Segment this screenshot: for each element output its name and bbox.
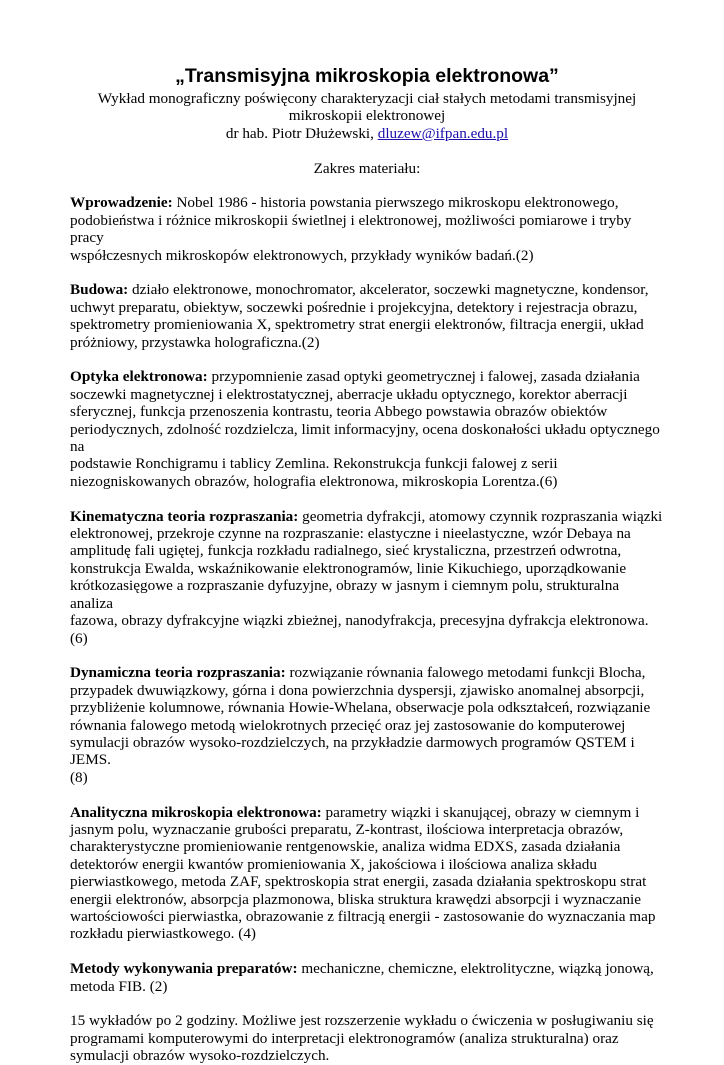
section-paragraph [70, 281, 664, 351]
section-line: podstawie Ronchigramu i tablicy Zemlina. Rekonstrukcja funkcji falowej z serii [70, 455, 558, 473]
section-line: spektrometry promieniowania X, spektrometry strat energii elektronów, filtracja energii, układ [70, 316, 644, 334]
section-line [70, 508, 664, 525]
section-line: sferycznej, funkcja przenoszenia kontrastu, teoria Abbego powstawia obrazów obiektów [70, 403, 608, 421]
section-line: charakterystyczne promieniowanie rentgenowskie, analiza widma EDXS, zasada działania [70, 838, 621, 856]
section-line: amplitudę fali ugiętej, funkcja rozkładu radialnego, sieć krystaliczna, przestrzeń odwrotna, [70, 542, 622, 560]
author-line [70, 125, 664, 142]
section-text: przypomnienie zasad optyki geometrycznej i falowej, zasada działania [207, 368, 640, 386]
section-heading: Budowa: [70, 281, 129, 299]
section-heading: Wprowadzenie: [70, 194, 173, 212]
closing-line: 15 wykładów po 2 godziny. Możliwe jest rozszerzenie wykładu o ćwiczenia w posługiwaniu się [70, 1012, 654, 1030]
section-line [70, 804, 664, 821]
section-line: elektronowej, przekroje czynne na rozpraszanie: elastyczne i nieelastyczne, wzór Debaya na [70, 525, 631, 543]
section-line: wartościowości pierwiastka, obrazowanie z filtracją energii - zastosowanie do wyznaczania map [70, 907, 656, 925]
section-text: rozwiązanie równania falowego metodami funkcji Blocha, [285, 664, 646, 682]
section-line [70, 194, 664, 211]
section-line: równania falowego metodą wielokrotnych przecięć oraz jej zastosowanie do komputerowej [70, 716, 626, 734]
section-line: przypadek dwuwiązkowy, górna i dona powierzchnia dyspersji, zjawisko anomalnej absorpcji, [70, 681, 645, 699]
scope-heading: Zakres materiału: [313, 159, 421, 177]
section-heading: Optyka elektronowa: [70, 368, 208, 386]
section-line: konstrukcja Ewalda, wskaźnikowanie elektronogramów, linie Kikuchiego, uporządkowanie [70, 559, 627, 577]
section-line [70, 960, 664, 977]
subtitle-line-1: Wykład monograficzny poświęcony charakteryzacji ciał stałych metodami transmisyjnej [97, 90, 637, 107]
section-line: periodycznych, zdolność rozdzielcza, limit informacyjny, ocena doskonałości układu optycznego na [70, 420, 660, 456]
section-line: soczewki magnetycznej i elektrostatycznej, aberracje układu optycznego, korektor aberracji [70, 385, 628, 403]
section-paragraph [70, 508, 664, 647]
section-line: symulacji obrazów wysoko-rozdzielczych, na przykładzie darmowych programów QSTEM i JEMS. [70, 733, 635, 769]
section-line: próżniowy, przystawka holograficzna.(2) [70, 333, 320, 351]
section-heading: Analityczna mikroskopia elektronowa: [70, 803, 322, 821]
section-line: przybliżenie kolumnowe, równania Howie-Whelana, obserwacje pola odkształceń, rozwiązanie [70, 699, 651, 717]
section-paragraph [70, 368, 664, 490]
section-text: działo elektronowe, monochromator, akcelerator, soczewki magnetyczne, kondensor, [128, 281, 649, 299]
sections-list [70, 194, 664, 995]
section-line: energii elektronów, absorpcja plazmonowa, bliska struktura krawędzi absorpcji i wyznaczanie [70, 890, 642, 908]
section-heading: Metody wykonywania preparatów: [70, 960, 298, 978]
author-name: dr hab. Piotr Dłużewski, [225, 124, 378, 142]
section-line: metoda FIB. (2) [70, 977, 168, 995]
section-line: fazowa, obrazy dyfrakcyjne wiązki zbieżnej, nanodyfrakcja, precesyjna dyfrakcja elektronowa.(6) [70, 612, 649, 647]
section-line: niezogniskowanych obrazów, holografia elektronowa, mikroskopia Lorentza.(6) [70, 472, 558, 490]
subtitle-line-2: mikroskopii elektronowej [288, 107, 446, 125]
section-paragraph [70, 194, 664, 264]
section-line: współczesnych mikroskopów elektronowych, przykłady wyników badań.(2) [70, 246, 534, 264]
section-line: krótkozasięgowe a rozpraszanie dyfuzyjne, obrazy w jasnym i ciemnym polu, strukturalna analiza [70, 577, 620, 612]
section-heading: Kinematyczna teoria rozpraszania: [70, 507, 299, 525]
closing-paragraph [70, 1012, 664, 1064]
document-title: „Transmisyjna mikroskopia elektronowa” [175, 65, 559, 87]
section-line: pierwiastkowego, metoda ZAF, spektroskopia strat energii, zasada działania spektroskopu strat [70, 873, 647, 891]
section-paragraph [70, 960, 664, 995]
section-line [70, 368, 664, 385]
author-email-link[interactable]: dluzew@ifpan.edu.pl [377, 124, 509, 142]
section-line: detektorów energii kwantów promieniowania X, jakościowa i ilościowa analiza składu [70, 855, 597, 873]
closing-line: symulacji obrazów wysoko-rozdzielczych. [70, 1047, 330, 1065]
section-text: parametry wiązki i skanującej, obrazy w ciemnym i [321, 803, 640, 821]
section-line: uchwyt preparatu, obiektyw, soczewki pośrednie i projekcyjna, detektory i rejestracja obrazu, [70, 298, 638, 316]
section-line: (8) [70, 768, 88, 786]
section-line: jasnym polu, wyznaczanie grubości preparatu, Z-kontrast, ilościowa interpretacja obrazów, [70, 820, 624, 838]
section-paragraph [70, 804, 664, 943]
section-text: geometria dyfrakcji, atomowy czynnik rozpraszania wiązki [298, 507, 663, 525]
section-line: podobieństwa i różnice mikroskopii świetlnej i elektronowej, możliwości pomiarowe i tryby pracy [70, 211, 632, 247]
section-text: mechaniczne, chemiczne, elektrolityczne, wiązką jonową, [297, 960, 654, 978]
section-line [70, 281, 664, 298]
section-line: rozkładu pierwiastkowego. (4) [70, 925, 256, 943]
section-text: Nobel 1986 - historia powstania pierwszego mikroskopu elektronowego, [172, 194, 619, 212]
section-heading: Dynamiczna teoria rozpraszania: [70, 664, 286, 682]
closing-line: programami komputerowymi do interpretacji elektronogramów (analiza strukturalna) oraz [70, 1029, 619, 1047]
section-paragraph [70, 664, 664, 786]
section-line [70, 664, 664, 681]
